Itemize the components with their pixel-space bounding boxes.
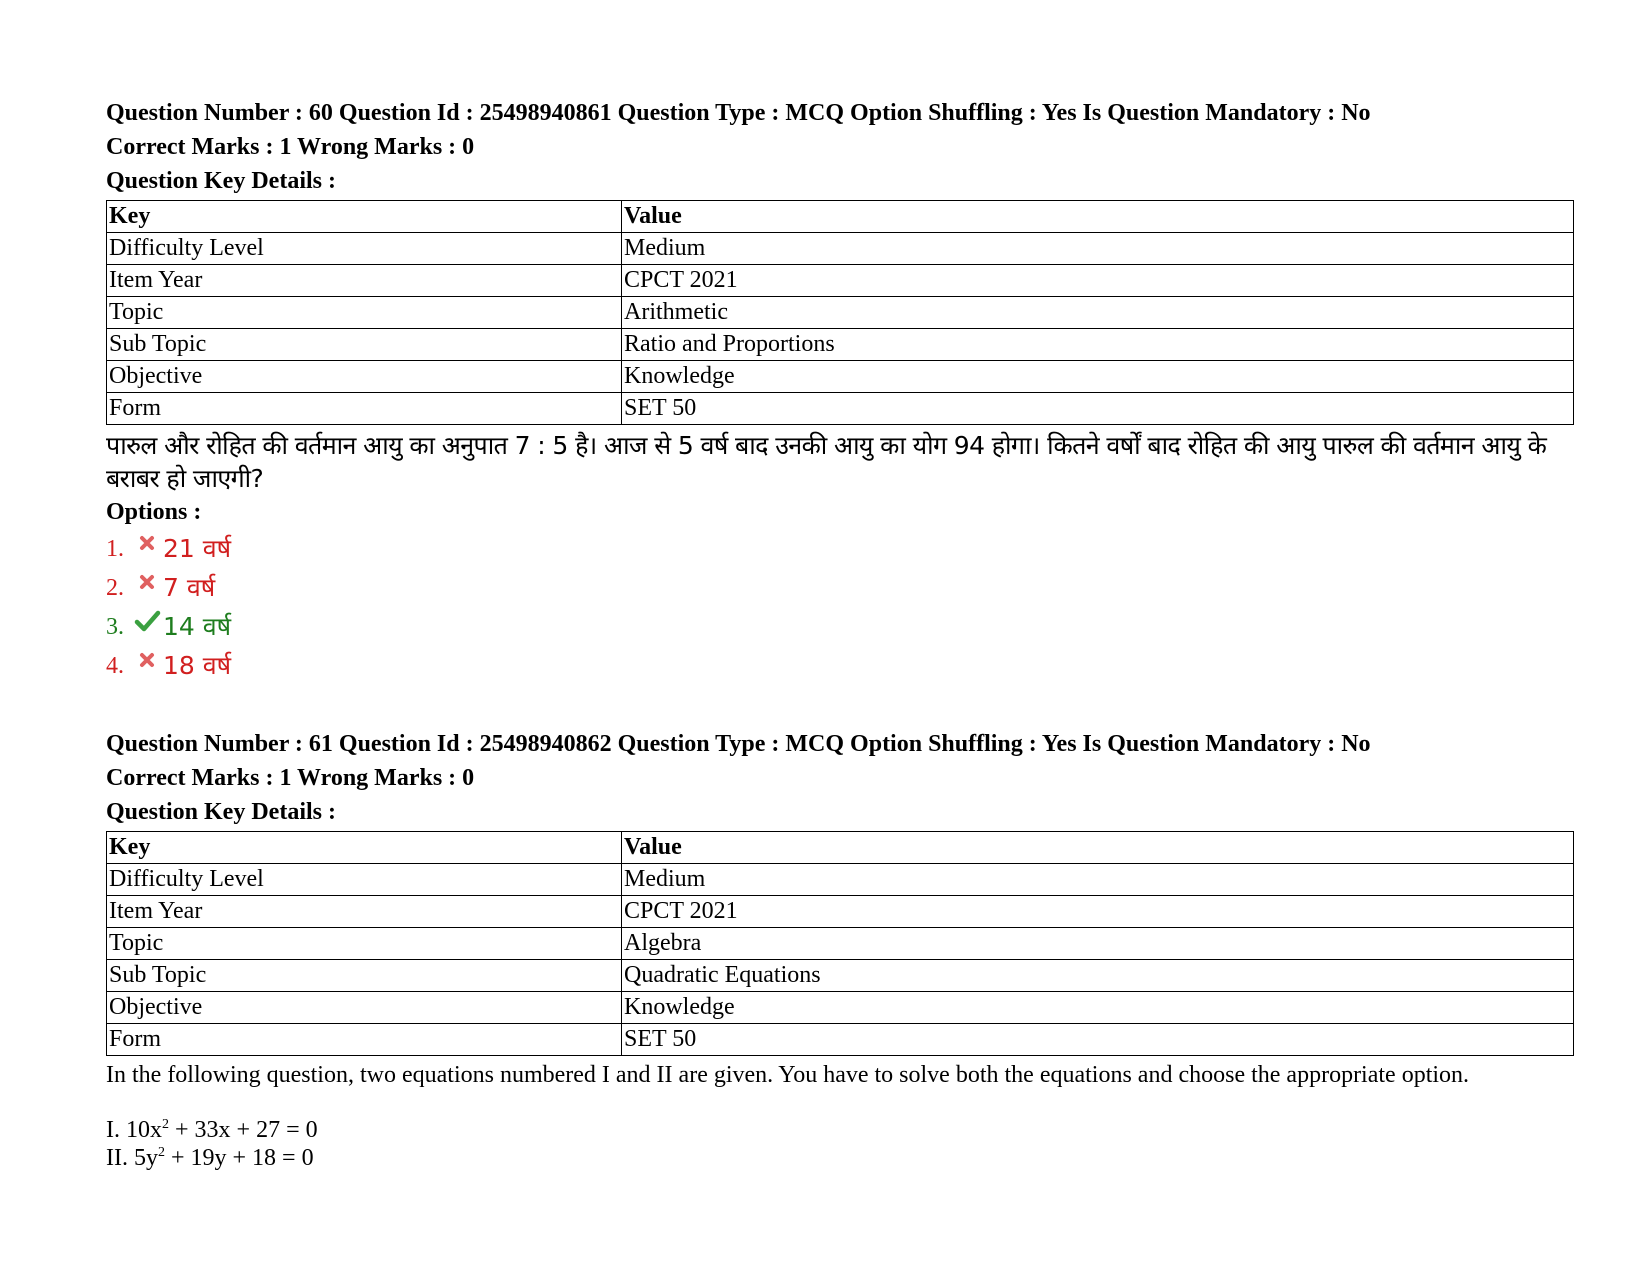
question-text: पारुल और रोहित की वर्तमान आयु का अनुपात 7 : 5 है। आज से 5 वर्ष बाद उनकी आयु का योग 94 होगा। कितने वर्षों बाद रोहित की आयु पारुल की वर्तमान आयु के बराबर हो जाएगी? [106,431,1547,493]
option-number: 1. [106,535,124,562]
option-text: 14 वर्ष [163,611,232,641]
cross-icon [133,531,161,555]
row-key: Item Year [107,265,622,297]
row-value: CPCT 2021 [622,265,1574,297]
option-3 [106,607,1574,646]
row-key: Objective [107,361,622,393]
option-text: 18 वर्ष [163,650,232,680]
table-row [107,361,1574,393]
table-row [107,297,1574,329]
row-value: SET 50 [622,393,1574,425]
row-value: Algebra [622,928,1574,960]
question-text: In the following question, two equations numbered I and II are given. You have to solve both the equations and choose the appropriate option. [106,1062,1470,1088]
document-page [106,96,1574,1172]
header-value: Value [622,201,1574,233]
equation-exponent: 2 [162,1117,169,1132]
row-value: Medium [622,233,1574,265]
row-key: Difficulty Level [107,233,622,265]
option-number: 3. [106,613,124,640]
equation-prefix: I. 10x [106,1117,162,1143]
key-details-label: Question Key Details : [106,799,336,825]
table-row [107,1024,1574,1056]
row-key: Item Year [107,896,622,928]
row-value: Ratio and Proportions [622,329,1574,361]
row-value: SET 50 [622,1024,1574,1056]
row-key: Objective [107,992,622,1024]
row-key: Sub Topic [107,960,622,992]
table-row [107,864,1574,896]
table-row [107,928,1574,960]
header-key: Key [107,201,622,233]
row-key: Sub Topic [107,329,622,361]
row-key: Difficulty Level [107,864,622,896]
equation-suffix: + 19y + 18 = 0 [164,1145,314,1171]
option-2 [106,568,1574,607]
equation-suffix: + 33x + 27 = 0 [169,1117,318,1143]
question-meta-line: Question Number : 60 Question Id : 25498940861 Question Type : MCQ Option Shuffling : Yes Is Question Mandatory : No [106,100,1371,126]
row-key: Topic [107,928,622,960]
option-text: 21 वर्ष [163,533,232,563]
row-value: CPCT 2021 [622,896,1574,928]
option-text: 7 वर्ष [163,572,216,602]
cross-icon [133,648,161,672]
row-value: Knowledge [622,992,1574,1024]
equation-prefix: II. 5y [106,1145,158,1171]
equation-2 [106,1144,1574,1172]
key-details-label: Question Key Details : [106,168,336,194]
blank-line [106,1090,1574,1116]
table-row [107,233,1574,265]
row-value: Medium [622,864,1574,896]
marks-line: Correct Marks : 1 Wrong Marks : 0 [106,134,475,160]
option-number: 4. [106,652,124,679]
option-4 [106,646,1574,685]
marks-line: Correct Marks : 1 Wrong Marks : 0 [106,765,475,791]
section-spacer [106,685,1574,727]
row-key: Topic [107,297,622,329]
row-value: Quadratic Equations [622,960,1574,992]
check-icon [133,609,161,633]
table-row [107,329,1574,361]
option-1 [106,529,1574,568]
table-header-row [107,832,1574,864]
question-block-60 [106,96,1574,685]
question-meta-line: Question Number : 61 Question Id : 25498940862 Question Type : MCQ Option Shuffling : Yes Is Question Mandatory : No [106,731,1371,757]
header-key: Key [107,832,622,864]
cross-icon [133,570,161,594]
equation-exponent: 2 [157,1145,165,1160]
table-row [107,992,1574,1024]
key-details-table [106,200,1574,425]
row-key: Form [107,1024,622,1056]
option-number: 2. [106,574,124,601]
table-row [107,393,1574,425]
header-value: Value [622,832,1574,864]
table-header-row [107,201,1574,233]
row-value: Arithmetic [622,297,1574,329]
equation-1 [106,1116,1574,1144]
row-key: Form [107,393,622,425]
table-row [107,896,1574,928]
row-value: Knowledge [622,361,1574,393]
key-details-table [106,831,1574,1056]
table-row [107,960,1574,992]
options-label: Options : [106,499,202,525]
question-block-61 [106,727,1574,1172]
table-row [107,265,1574,297]
